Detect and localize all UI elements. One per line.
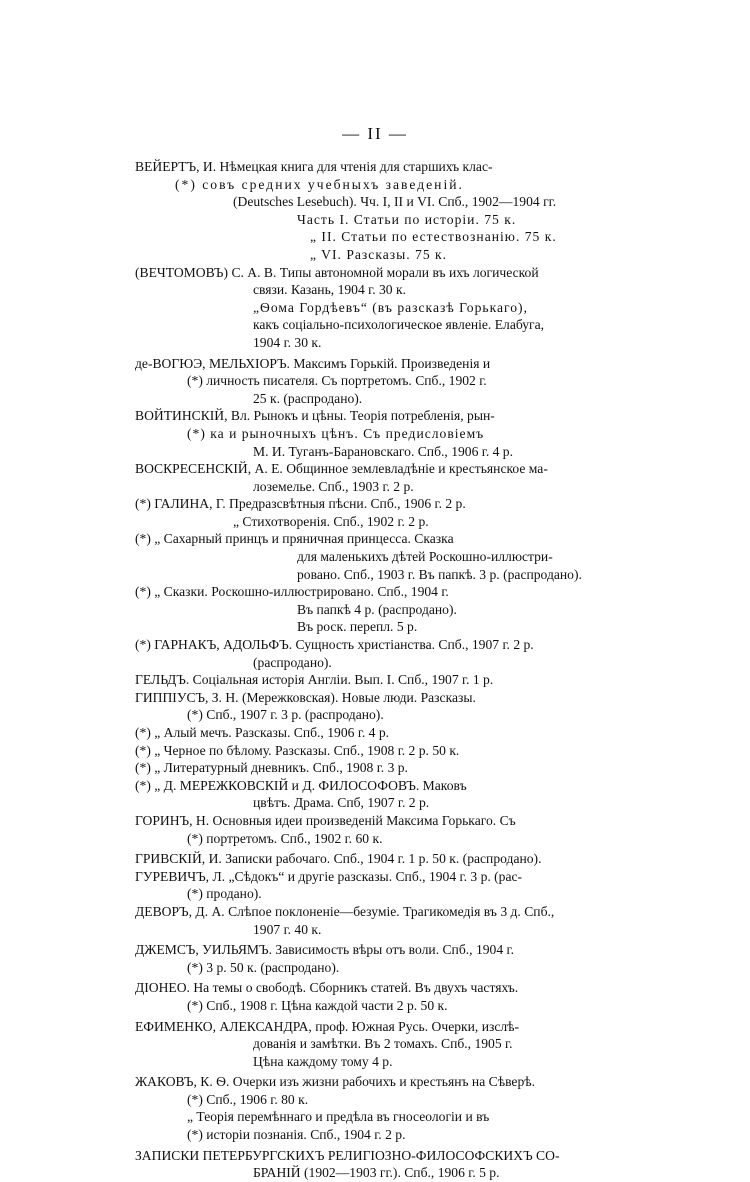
- entry-line: ДЕВОРЪ, Д. А. Слѣпое поклоненіе—безуміе. Трагикомедія въ 3 д. Спб.,: [135, 903, 555, 919]
- entry-line: „ Теорія перемѣннаго и предѣла въ гносеологіи и въ: [187, 1109, 490, 1125]
- entry-line: (*) ГАРНАКЪ, АДОЛЬФЪ. Сущность христіанства. Спб., 1907 г. 2 р.: [135, 637, 534, 653]
- entry-line: (*) личность писателя. Съ портретомъ. Спб., 1902 г.: [187, 373, 487, 389]
- entry-line: 1907 г. 40 к.: [253, 921, 322, 937]
- entry-line: ГЕЛЬДЪ. Соціальная исторія Англіи. Вып. I. Спб., 1907 г. 1 р.: [135, 672, 494, 688]
- entry-line: ГОРИНЪ, Н. Основныя идеи произведеній Максима Горькаго. Съ: [135, 812, 516, 828]
- entry-line: (*) совъ средних учебныхъ заведеній.: [175, 176, 464, 192]
- page-number: — II —: [342, 124, 408, 143]
- entry-line: ГИППІУСЪ, З. Н. (Мережковская). Новые люди. Разсказы.: [135, 689, 476, 705]
- entry-line: ЗАПИСКИ ПЕТЕРБУРГСКИХЪ РЕЛИГІОЗНО-ФИЛОСОФСКИХЪ СО-: [135, 1147, 560, 1163]
- entry-line: (*) „ Сахарный принцъ и пряничная принцесса. Сказка: [135, 531, 454, 547]
- entry-line: „ II. Статьи по естествознанію. 75 к.: [310, 229, 557, 245]
- entry-line: ЖАКОВЪ, К. Ѳ. Очерки изъ жизни рабочихъ и крестьянъ на Сѣверѣ.: [135, 1074, 536, 1090]
- entry-line: ровано. Спб., 1903 г. Въ папкѣ. 3 р. (распродано).: [297, 566, 582, 582]
- entry-line: 25 к. (распродано).: [253, 390, 363, 406]
- entry-line: де-ВОГЮЭ, МЕЛЬХІОРЪ. Максимъ Горькій. Произведенія и: [135, 355, 491, 371]
- entry-line: ГРИВСКІЙ, И. Записки рабочаго. Спб., 1904 г. 1 р. 50 к. (распродано).: [135, 851, 542, 867]
- entry-line: (*) ка и рыночныхъ цѣнъ. Съ предисловіемъ: [187, 425, 485, 441]
- entry-line: Часть I. Статьи по исторіи. 75 к.: [297, 211, 517, 227]
- entry-line: (*) Спб., 1907 г. 3 р. (распродано).: [187, 707, 384, 723]
- entry-line: цвѣтъ. Драма. Спб, 1907 г. 2 р.: [253, 795, 430, 811]
- entry-line: ГУРЕВИЧЪ, Л. „Сѣдокъ“ и другіе разсказы. Спб., 1904 г. 3 р. (рас-: [135, 868, 523, 884]
- entry-line: (*) портретомъ. Спб., 1902 г. 60 к.: [187, 830, 383, 846]
- entry-line: (*) „ Черное по бѣлому. Разсказы. Спб., 1908 г. 2 р. 50 к.: [135, 742, 460, 758]
- entry-line: для маленькихъ дѣтей Роскошно-иллюстри-: [297, 549, 553, 565]
- entry-line: (*) „ Литературный дневникъ. Спб., 1908 г. 3 р.: [135, 760, 408, 776]
- entry-line: Въ папкѣ 4 р. (распродано).: [297, 601, 457, 617]
- entry-line: Цѣна каждому тому 4 р.: [253, 1053, 393, 1069]
- entry-line: (*) „ Алый мечъ. Разсказы. Спб., 1906 г. 4 р.: [135, 725, 390, 740]
- entry-line: (*) продано).: [187, 886, 262, 902]
- entry-line: (*) ГАЛИНА, Г. Предразсвѣтныя пѣсни. Спб., 1906 г. 2 р.: [135, 496, 466, 512]
- entry-line: (распродано).: [253, 654, 332, 670]
- entry-line: (Deutsches Lesebuch). Чч. I, II и VI. Спб., 1902—1904 гг.: [233, 194, 557, 210]
- entry-line: ВОЙТИНСКІЙ, Вл. Рынокъ и цѣны. Теорія потребленія, рын-: [135, 408, 495, 424]
- entry-line: „ Стихотворенія. Спб., 1902 г. 2 р.: [233, 513, 429, 529]
- entry-line: ДЖЕМСЪ, УИЛЬЯМЪ. Зависимость вѣры отъ воли. Спб., 1904 г.: [135, 942, 514, 958]
- entry-line: какъ соціально-психологическое явленіе. Елабуга,: [253, 317, 545, 333]
- entry-line: 1904 г. 30 к.: [253, 334, 322, 350]
- entry-line: (*) Спб., 1908 г. Цѣна каждой части 2 р. 50 к.: [187, 997, 448, 1013]
- entry-line: связи. Казань, 1904 г. 30 к.: [253, 282, 406, 298]
- entry-line: (*) 3 р. 50 к. (распродано).: [187, 959, 340, 975]
- entry-line: М. И. Туганъ-Барановскаго. Спб., 1906 г. 4 р.: [253, 443, 514, 459]
- entry-line: (ВЕЧТОМОВЪ) С. А. В. Типы автономной морали въ ихъ логической: [135, 264, 539, 280]
- entry-line: (*) Спб., 1906 г. 80 к.: [187, 1091, 309, 1107]
- entry-line: ДІОНЕО. На темы о свободѣ. Сборникъ статей. Въ двухъ частяхъ.: [135, 980, 519, 996]
- entry-line: ЕФИМЕНКО, АЛЕКСАНДРА, проф. Южная Русь. Очерки, изслѣ-: [135, 1018, 520, 1034]
- entry-line: Въ роск. перепл. 5 р.: [297, 619, 418, 635]
- entry-line: ВОСКРЕСЕНСКІЙ, А. Е. Общинное землевладѣніе и крестьянское ма-: [135, 461, 548, 477]
- entry-line: БРАНІЙ (1902—1903 гг.). Спб., 1906 г. 5 р.: [253, 1165, 500, 1181]
- catalog-column: [135, 158, 615, 1182]
- entry-line: ВЕЙЕРТЪ, И. Нѣмецкая книга для чтенія для старшихъ клас-: [135, 159, 493, 174]
- entry-line: лоземелье. Спб., 1903 г. 2 р.: [253, 478, 414, 494]
- entry-line: „Ѳома Гордѣевъ“ (въ разсказѣ Горькаго),: [253, 299, 528, 315]
- entry-line: (*) „ Сказки. Роскошно-иллюстрировано. Спб., 1904 г.: [135, 584, 449, 600]
- entry-line: (*) исторіи познанія. Спб., 1904 г. 2 р.: [187, 1127, 406, 1143]
- entry-line: (*) „ Д. МЕРЕЖКОВСКІЙ и Д. ФИЛОСОФОВЪ. Маковъ: [135, 777, 467, 793]
- entry-line: дованія и замѣтки. Въ 2 томахъ. Спб., 1905 г.: [253, 1036, 513, 1052]
- entry-line: „ VI. Разсказы. 75 к.: [310, 246, 448, 262]
